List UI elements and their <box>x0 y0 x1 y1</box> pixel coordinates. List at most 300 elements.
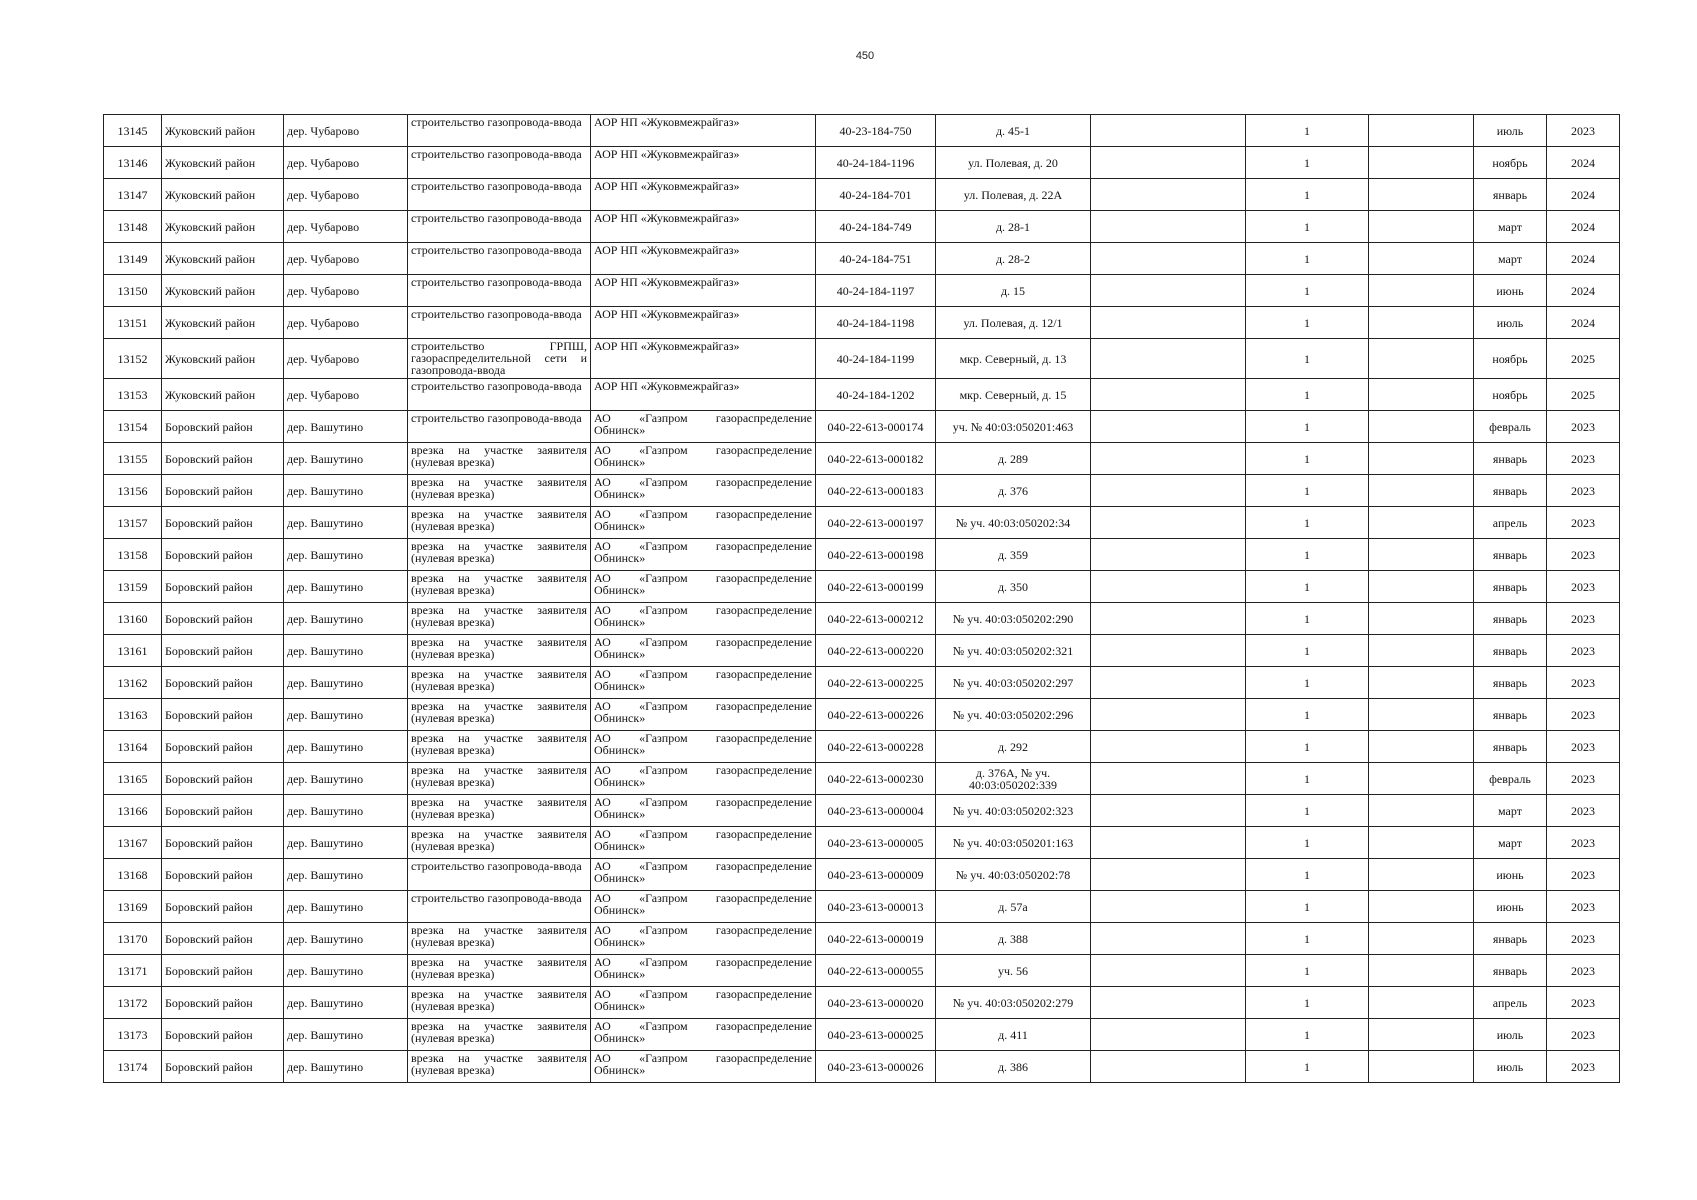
empty-cell <box>1369 923 1474 955</box>
row-number: 13167 <box>104 827 162 859</box>
empty-cell <box>1369 243 1474 275</box>
contract-number-cell: 40-24-184-1197 <box>816 275 936 307</box>
work-type-cell: врезка на участке заявителя (нулевая врезка) <box>408 763 591 795</box>
organization-cell: АОР НП «Жуковмежрайгаз» <box>591 307 816 339</box>
contract-number-cell: 040-22-613-000225 <box>816 667 936 699</box>
month-cell: июль <box>1474 1051 1547 1083</box>
table-row <box>104 475 1620 507</box>
district-cell: Жуковский район <box>162 147 284 179</box>
table-row <box>104 379 1620 411</box>
empty-cell <box>1369 443 1474 475</box>
village-cell: дер. Чубарово <box>284 275 408 307</box>
row-number: 13151 <box>104 307 162 339</box>
empty-cell <box>1091 179 1246 211</box>
village-cell: дер. Вашутино <box>284 987 408 1019</box>
empty-cell <box>1091 891 1246 923</box>
table-row <box>104 955 1620 987</box>
empty-cell <box>1091 763 1246 795</box>
quantity-cell: 1 <box>1246 411 1369 443</box>
work-type-cell: строительство ГРПШ, газораспределительной сети и газопровода-ввода <box>408 339 591 379</box>
contract-number-cell: 40-24-184-1199 <box>816 339 936 379</box>
empty-cell <box>1369 1019 1474 1051</box>
month-cell: март <box>1474 211 1547 243</box>
empty-cell <box>1369 507 1474 539</box>
organization-cell: АО «Газпром газораспределение Обнинск» <box>591 891 816 923</box>
row-number: 13163 <box>104 699 162 731</box>
year-cell: 2023 <box>1547 411 1620 443</box>
table-row <box>104 635 1620 667</box>
row-number: 13160 <box>104 603 162 635</box>
row-number: 13156 <box>104 475 162 507</box>
village-cell: дер. Вашутино <box>284 571 408 603</box>
year-cell: 2023 <box>1547 763 1620 795</box>
empty-cell <box>1091 859 1246 891</box>
empty-cell <box>1369 891 1474 923</box>
address-cell: д. 359 <box>936 539 1091 571</box>
empty-cell <box>1091 115 1246 147</box>
month-cell: ноябрь <box>1474 339 1547 379</box>
table-row <box>104 699 1620 731</box>
work-type-cell: строительство газопровода-ввода <box>408 859 591 891</box>
address-cell: № уч. 40:03:050202:321 <box>936 635 1091 667</box>
empty-cell <box>1369 339 1474 379</box>
table-row <box>104 243 1620 275</box>
address-cell: д. 386 <box>936 1051 1091 1083</box>
work-type-cell: строительство газопровода-ввода <box>408 211 591 243</box>
empty-cell <box>1369 211 1474 243</box>
empty-cell <box>1091 795 1246 827</box>
village-cell: дер. Вашутино <box>284 923 408 955</box>
table-row <box>104 859 1620 891</box>
village-cell: дер. Вашутино <box>284 635 408 667</box>
organization-cell: АО «Газпром газораспределение Обнинск» <box>591 763 816 795</box>
district-cell: Боровский район <box>162 923 284 955</box>
table-row <box>104 987 1620 1019</box>
month-cell: февраль <box>1474 763 1547 795</box>
year-cell: 2023 <box>1547 603 1620 635</box>
organization-cell: АО «Газпром газораспределение Обнинск» <box>591 411 816 443</box>
row-number: 13164 <box>104 731 162 763</box>
organization-cell: АОР НП «Жуковмежрайгаз» <box>591 339 816 379</box>
organization-cell: АО «Газпром газораспределение Обнинск» <box>591 955 816 987</box>
year-cell: 2023 <box>1547 955 1620 987</box>
quantity-cell: 1 <box>1246 987 1369 1019</box>
district-cell: Жуковский район <box>162 379 284 411</box>
organization-cell: АО «Газпром газораспределение Обнинск» <box>591 699 816 731</box>
organization-cell: АО «Газпром газораспределение Обнинск» <box>591 987 816 1019</box>
empty-cell <box>1369 635 1474 667</box>
month-cell: январь <box>1474 475 1547 507</box>
table-row <box>104 795 1620 827</box>
empty-cell <box>1091 603 1246 635</box>
empty-cell <box>1369 763 1474 795</box>
work-type-cell: врезка на участке заявителя (нулевая врезка) <box>408 955 591 987</box>
month-cell: апрель <box>1474 987 1547 1019</box>
year-cell: 2024 <box>1547 307 1620 339</box>
contract-number-cell: 040-22-613-000230 <box>816 763 936 795</box>
row-number: 13157 <box>104 507 162 539</box>
table-row <box>104 411 1620 443</box>
row-number: 13148 <box>104 211 162 243</box>
empty-cell <box>1091 443 1246 475</box>
village-cell: дер. Вашутино <box>284 507 408 539</box>
work-type-cell: строительство газопровода-ввода <box>408 115 591 147</box>
row-number: 13149 <box>104 243 162 275</box>
organization-cell: АО «Газпром газораспределение Обнинск» <box>591 475 816 507</box>
month-cell: март <box>1474 795 1547 827</box>
empty-cell <box>1369 859 1474 891</box>
contract-number-cell: 040-23-613-000026 <box>816 1051 936 1083</box>
district-cell: Боровский район <box>162 635 284 667</box>
contract-number-cell: 040-22-613-000199 <box>816 571 936 603</box>
empty-cell <box>1091 827 1246 859</box>
organization-cell: АОР НП «Жуковмежрайгаз» <box>591 147 816 179</box>
address-cell: д. 292 <box>936 731 1091 763</box>
empty-cell <box>1369 1051 1474 1083</box>
village-cell: дер. Чубарово <box>284 307 408 339</box>
work-type-cell: врезка на участке заявителя (нулевая врезка) <box>408 667 591 699</box>
contract-number-cell: 040-22-613-000174 <box>816 411 936 443</box>
empty-cell <box>1091 211 1246 243</box>
contract-number-cell: 040-23-613-000025 <box>816 1019 936 1051</box>
quantity-cell: 1 <box>1246 955 1369 987</box>
district-cell: Боровский район <box>162 571 284 603</box>
table-row <box>104 179 1620 211</box>
row-number: 13171 <box>104 955 162 987</box>
district-cell: Боровский район <box>162 507 284 539</box>
work-type-cell: врезка на участке заявителя (нулевая врезка) <box>408 923 591 955</box>
quantity-cell: 1 <box>1246 1019 1369 1051</box>
work-type-cell: врезка на участке заявителя (нулевая врезка) <box>408 539 591 571</box>
contract-number-cell: 040-22-613-000220 <box>816 635 936 667</box>
table-row <box>104 539 1620 571</box>
work-type-cell: врезка на участке заявителя (нулевая врезка) <box>408 603 591 635</box>
address-cell: д. 411 <box>936 1019 1091 1051</box>
table-row <box>104 603 1620 635</box>
address-cell: № уч. 40:03:050202:279 <box>936 987 1091 1019</box>
village-cell: дер. Вашутино <box>284 539 408 571</box>
table-row <box>104 731 1620 763</box>
empty-cell <box>1369 475 1474 507</box>
district-cell: Боровский район <box>162 1051 284 1083</box>
empty-cell <box>1091 243 1246 275</box>
address-cell: № уч. 40:03:050202:296 <box>936 699 1091 731</box>
village-cell: дер. Чубарово <box>284 339 408 379</box>
work-type-cell: строительство газопровода-ввода <box>408 307 591 339</box>
district-cell: Боровский район <box>162 475 284 507</box>
district-cell: Боровский район <box>162 667 284 699</box>
year-cell: 2023 <box>1547 731 1620 763</box>
work-type-cell: врезка на участке заявителя (нулевая врезка) <box>408 731 591 763</box>
year-cell: 2023 <box>1547 507 1620 539</box>
month-cell: январь <box>1474 699 1547 731</box>
year-cell: 2023 <box>1547 1019 1620 1051</box>
work-type-cell: строительство газопровода-ввода <box>408 275 591 307</box>
empty-cell <box>1091 307 1246 339</box>
work-type-cell: врезка на участке заявителя (нулевая врезка) <box>408 699 591 731</box>
organization-cell: АО «Газпром газораспределение Обнинск» <box>591 1051 816 1083</box>
organization-cell: АО «Газпром газораспределение Обнинск» <box>591 571 816 603</box>
empty-cell <box>1369 379 1474 411</box>
row-number: 13174 <box>104 1051 162 1083</box>
address-cell: д. 57а <box>936 891 1091 923</box>
year-cell: 2024 <box>1547 243 1620 275</box>
district-cell: Жуковский район <box>162 115 284 147</box>
row-number: 13152 <box>104 339 162 379</box>
organization-cell: АО «Газпром газораспределение Обнинск» <box>591 859 816 891</box>
contract-number-cell: 040-22-613-000228 <box>816 731 936 763</box>
organization-cell: АОР НП «Жуковмежрайгаз» <box>591 379 816 411</box>
year-cell: 2024 <box>1547 211 1620 243</box>
year-cell: 2023 <box>1547 699 1620 731</box>
contract-number-cell: 040-23-613-000004 <box>816 795 936 827</box>
organization-cell: АО «Газпром газораспределение Обнинск» <box>591 635 816 667</box>
work-type-cell: врезка на участке заявителя (нулевая врезка) <box>408 1019 591 1051</box>
district-cell: Боровский район <box>162 731 284 763</box>
work-type-cell: врезка на участке заявителя (нулевая врезка) <box>408 475 591 507</box>
empty-cell <box>1369 699 1474 731</box>
year-cell: 2023 <box>1547 795 1620 827</box>
district-cell: Жуковский район <box>162 243 284 275</box>
table-row <box>104 1051 1620 1083</box>
district-cell: Боровский район <box>162 1019 284 1051</box>
empty-cell <box>1091 699 1246 731</box>
address-cell: уч. № 40:03:050201:463 <box>936 411 1091 443</box>
work-type-cell: строительство газопровода-ввода <box>408 891 591 923</box>
empty-cell <box>1091 507 1246 539</box>
empty-cell <box>1091 411 1246 443</box>
village-cell: дер. Вашутино <box>284 827 408 859</box>
work-type-cell: строительство газопровода-ввода <box>408 379 591 411</box>
district-cell: Боровский район <box>162 443 284 475</box>
year-cell: 2023 <box>1547 115 1620 147</box>
work-type-cell: строительство газопровода-ввода <box>408 243 591 275</box>
table-row <box>104 115 1620 147</box>
address-cell: № уч. 40:03:050202:297 <box>936 667 1091 699</box>
address-cell: д. 28-1 <box>936 211 1091 243</box>
year-cell: 2023 <box>1547 539 1620 571</box>
row-number: 13150 <box>104 275 162 307</box>
month-cell: январь <box>1474 635 1547 667</box>
address-cell: № уч. 40:03:050202:78 <box>936 859 1091 891</box>
address-cell: д. 376 <box>936 475 1091 507</box>
month-cell: июль <box>1474 1019 1547 1051</box>
empty-cell <box>1369 571 1474 603</box>
quantity-cell: 1 <box>1246 475 1369 507</box>
row-number: 13147 <box>104 179 162 211</box>
year-cell: 2023 <box>1547 859 1620 891</box>
contract-number-cell: 40-24-184-751 <box>816 243 936 275</box>
month-cell: июнь <box>1474 275 1547 307</box>
contract-number-cell: 40-24-184-1202 <box>816 379 936 411</box>
address-cell: д. 388 <box>936 923 1091 955</box>
contract-number-cell: 040-23-613-000005 <box>816 827 936 859</box>
district-cell: Жуковский район <box>162 211 284 243</box>
work-type-cell: строительство газопровода-ввода <box>408 147 591 179</box>
district-cell: Боровский район <box>162 763 284 795</box>
organization-cell: АОР НП «Жуковмежрайгаз» <box>591 243 816 275</box>
quantity-cell: 1 <box>1246 339 1369 379</box>
village-cell: дер. Вашутино <box>284 731 408 763</box>
work-type-cell: строительство газопровода-ввода <box>408 179 591 211</box>
village-cell: дер. Чубарово <box>284 115 408 147</box>
month-cell: январь <box>1474 667 1547 699</box>
quantity-cell: 1 <box>1246 507 1369 539</box>
month-cell: январь <box>1474 571 1547 603</box>
empty-cell <box>1091 379 1246 411</box>
empty-cell <box>1369 795 1474 827</box>
year-cell: 2023 <box>1547 635 1620 667</box>
contract-number-cell: 040-22-613-000198 <box>816 539 936 571</box>
address-cell: № уч. 40:03:050202:290 <box>936 603 1091 635</box>
quantity-cell: 1 <box>1246 307 1369 339</box>
work-type-cell: врезка на участке заявителя (нулевая врезка) <box>408 635 591 667</box>
month-cell: январь <box>1474 955 1547 987</box>
row-number: 13159 <box>104 571 162 603</box>
work-type-cell: врезка на участке заявителя (нулевая врезка) <box>408 827 591 859</box>
empty-cell <box>1091 1019 1246 1051</box>
year-cell: 2023 <box>1547 667 1620 699</box>
address-cell: № уч. 40:03:050201:163 <box>936 827 1091 859</box>
organization-cell: АО «Газпром газораспределение Обнинск» <box>591 795 816 827</box>
empty-cell <box>1091 275 1246 307</box>
work-type-cell: врезка на участке заявителя (нулевая врезка) <box>408 507 591 539</box>
district-cell: Боровский район <box>162 859 284 891</box>
table-row <box>104 339 1620 379</box>
empty-cell <box>1091 731 1246 763</box>
empty-cell <box>1369 275 1474 307</box>
empty-cell <box>1369 667 1474 699</box>
quantity-cell: 1 <box>1246 667 1369 699</box>
empty-cell <box>1369 411 1474 443</box>
district-cell: Боровский район <box>162 795 284 827</box>
quantity-cell: 1 <box>1246 795 1369 827</box>
village-cell: дер. Вашутино <box>284 763 408 795</box>
quantity-cell: 1 <box>1246 1051 1369 1083</box>
month-cell: июль <box>1474 115 1547 147</box>
district-cell: Боровский район <box>162 955 284 987</box>
month-cell: июнь <box>1474 859 1547 891</box>
address-cell: ул. Полевая, д. 12/1 <box>936 307 1091 339</box>
year-cell: 2023 <box>1547 443 1620 475</box>
contract-number-cell: 040-22-613-000183 <box>816 475 936 507</box>
contract-number-cell: 040-22-613-000212 <box>816 603 936 635</box>
month-cell: февраль <box>1474 411 1547 443</box>
empty-cell <box>1091 1051 1246 1083</box>
empty-cell <box>1091 571 1246 603</box>
address-cell: мкр. Северный, д. 13 <box>936 339 1091 379</box>
work-type-cell: врезка на участке заявителя (нулевая врезка) <box>408 1051 591 1083</box>
empty-cell <box>1091 955 1246 987</box>
district-cell: Жуковский район <box>162 339 284 379</box>
address-cell: № уч. 40:03:050202:34 <box>936 507 1091 539</box>
organization-cell: АО «Газпром газораспределение Обнинск» <box>591 923 816 955</box>
address-cell: д. 15 <box>936 275 1091 307</box>
month-cell: ноябрь <box>1474 379 1547 411</box>
village-cell: дер. Вашутино <box>284 1019 408 1051</box>
work-type-cell: врезка на участке заявителя (нулевая врезка) <box>408 987 591 1019</box>
empty-cell <box>1091 147 1246 179</box>
year-cell: 2024 <box>1547 275 1620 307</box>
quantity-cell: 1 <box>1246 179 1369 211</box>
organization-cell: АО «Газпром газораспределение Обнинск» <box>591 443 816 475</box>
row-number: 13145 <box>104 115 162 147</box>
year-cell: 2023 <box>1547 1051 1620 1083</box>
empty-cell <box>1091 339 1246 379</box>
row-number: 13170 <box>104 923 162 955</box>
organization-cell: АО «Газпром газораспределение Обнинск» <box>591 539 816 571</box>
village-cell: дер. Чубарово <box>284 179 408 211</box>
month-cell: январь <box>1474 731 1547 763</box>
village-cell: дер. Чубарово <box>284 243 408 275</box>
table-row <box>104 211 1620 243</box>
month-cell: апрель <box>1474 507 1547 539</box>
district-cell: Боровский район <box>162 603 284 635</box>
registry-body <box>104 115 1620 1083</box>
quantity-cell: 1 <box>1246 571 1369 603</box>
table-row <box>104 443 1620 475</box>
month-cell: январь <box>1474 179 1547 211</box>
organization-cell: АОР НП «Жуковмежрайгаз» <box>591 115 816 147</box>
empty-cell <box>1369 115 1474 147</box>
contract-number-cell: 40-24-184-1196 <box>816 147 936 179</box>
year-cell: 2025 <box>1547 379 1620 411</box>
row-number: 13173 <box>104 1019 162 1051</box>
table-row <box>104 507 1620 539</box>
month-cell: март <box>1474 243 1547 275</box>
table-row <box>104 827 1620 859</box>
district-cell: Жуковский район <box>162 275 284 307</box>
month-cell: март <box>1474 827 1547 859</box>
month-cell: ноябрь <box>1474 147 1547 179</box>
year-cell: 2023 <box>1547 891 1620 923</box>
month-cell: январь <box>1474 603 1547 635</box>
row-number: 13169 <box>104 891 162 923</box>
district-cell: Жуковский район <box>162 307 284 339</box>
month-cell: июль <box>1474 307 1547 339</box>
district-cell: Жуковский район <box>162 179 284 211</box>
quantity-cell: 1 <box>1246 859 1369 891</box>
village-cell: дер. Чубарово <box>284 211 408 243</box>
quantity-cell: 1 <box>1246 827 1369 859</box>
contract-number-cell: 40-23-184-750 <box>816 115 936 147</box>
organization-cell: АО «Газпром газораспределение Обнинск» <box>591 507 816 539</box>
contract-number-cell: 040-22-613-000197 <box>816 507 936 539</box>
work-type-cell: врезка на участке заявителя (нулевая врезка) <box>408 795 591 827</box>
address-cell: мкр. Северный, д. 15 <box>936 379 1091 411</box>
month-cell: январь <box>1474 539 1547 571</box>
district-cell: Боровский район <box>162 411 284 443</box>
work-type-cell: врезка на участке заявителя (нулевая врезка) <box>408 571 591 603</box>
address-cell: уч. 56 <box>936 955 1091 987</box>
village-cell: дер. Вашутино <box>284 795 408 827</box>
organization-cell: АОР НП «Жуковмежрайгаз» <box>591 275 816 307</box>
contract-number-cell: 040-22-613-000226 <box>816 699 936 731</box>
contract-number-cell: 040-23-613-000013 <box>816 891 936 923</box>
empty-cell <box>1091 635 1246 667</box>
quantity-cell: 1 <box>1246 603 1369 635</box>
village-cell: дер. Вашутино <box>284 443 408 475</box>
table-row <box>104 923 1620 955</box>
address-cell: д. 45-1 <box>936 115 1091 147</box>
row-number: 13158 <box>104 539 162 571</box>
empty-cell <box>1369 539 1474 571</box>
district-cell: Боровский район <box>162 827 284 859</box>
contract-number-cell: 040-22-613-000019 <box>816 923 936 955</box>
village-cell: дер. Вашутино <box>284 699 408 731</box>
quantity-cell: 1 <box>1246 539 1369 571</box>
contract-number-cell: 040-23-613-000020 <box>816 987 936 1019</box>
